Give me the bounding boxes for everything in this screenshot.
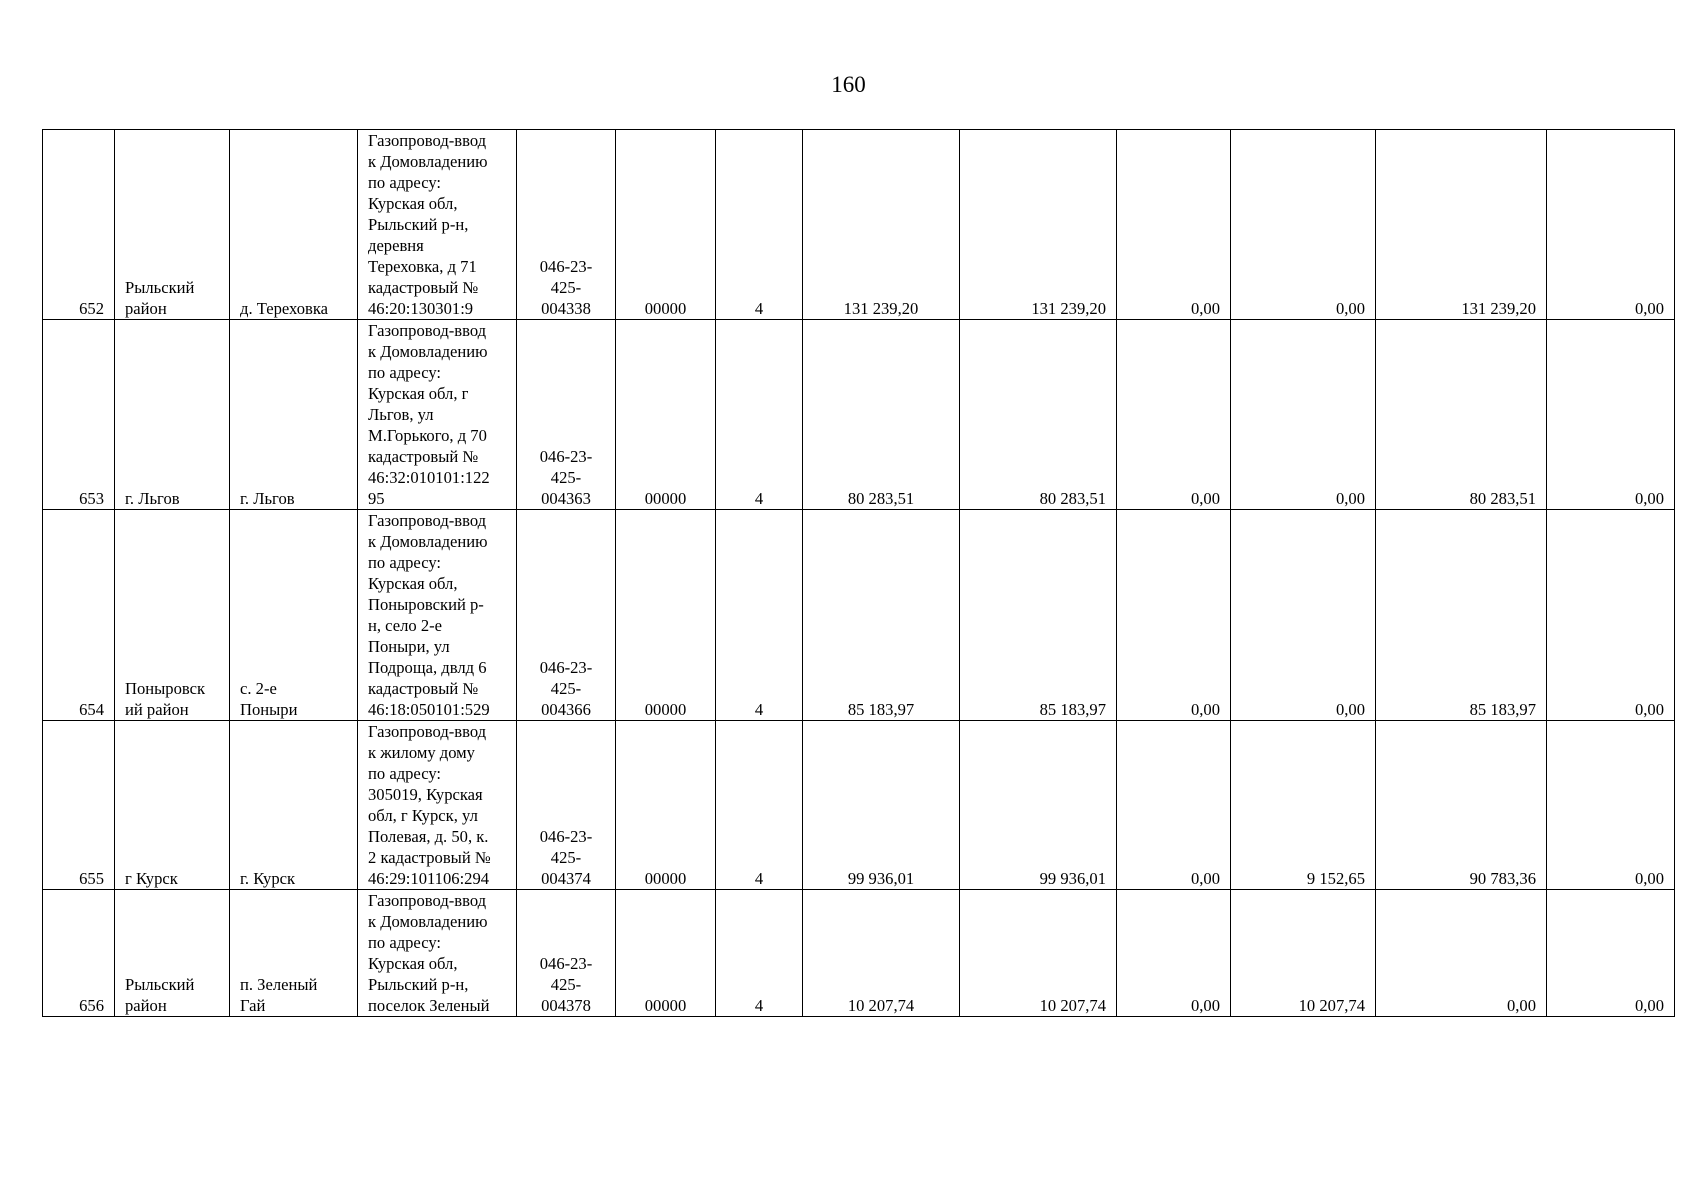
code-cell: 00000 [616, 130, 716, 320]
amount-4-cell: 10 207,74 [1231, 890, 1376, 1017]
amount-4-cell: 9 152,65 [1231, 721, 1376, 890]
amount-2-cell: 99 936,01 [960, 721, 1117, 890]
table-row [43, 721, 1675, 890]
inventory-number-cell: 046-23- 425- 004378 [517, 890, 616, 1017]
district-cell: г. Льгов [115, 320, 230, 510]
amount-3-cell: 0,00 [1117, 890, 1231, 1017]
amount-3-cell: 0,00 [1117, 721, 1231, 890]
table-row [43, 320, 1675, 510]
amount-total-cell: 85 183,97 [803, 510, 960, 721]
table-row [43, 510, 1675, 721]
settlement-cell: с. 2-е Поныри [230, 510, 358, 721]
group-cell: 4 [716, 320, 803, 510]
page-number: 160 [831, 72, 866, 97]
amount-total-cell: 99 936,01 [803, 721, 960, 890]
row-number: 656 [43, 890, 115, 1017]
group-cell: 4 [716, 130, 803, 320]
row-number: 655 [43, 721, 115, 890]
amount-3-cell: 0,00 [1117, 510, 1231, 721]
object-description-cell: Газопровод-ввод к жилому дому по адресу: 305019, Курская обл, г Курск, ул Полевая, д. 50, к. 2 кадастровый № 46:29:101106:294 [358, 721, 517, 890]
district-cell: Рыльский район [115, 130, 230, 320]
amount-5-cell: 80 283,51 [1376, 320, 1547, 510]
object-description-cell: Газопровод-ввод к Домовладению по адресу: Курская обл, Поныровский р- н, село 2-е Поныри, ул Подроща, двлд 6 кадастровый № 46:18:050101:529 [358, 510, 517, 721]
inventory-number-cell: 046-23- 425- 004374 [517, 721, 616, 890]
row-number: 654 [43, 510, 115, 721]
amount-5-cell: 90 783,36 [1376, 721, 1547, 890]
amount-5-cell: 131 239,20 [1376, 130, 1547, 320]
table-row [43, 890, 1675, 1017]
amount-total-cell: 131 239,20 [803, 130, 960, 320]
amount-6-cell: 0,00 [1547, 510, 1675, 721]
district-cell: Поныровск ий район [115, 510, 230, 721]
group-cell: 4 [716, 721, 803, 890]
inventory-number-cell: 046-23- 425- 004366 [517, 510, 616, 721]
district-cell: Рыльский район [115, 890, 230, 1017]
district-cell: г Курск [115, 721, 230, 890]
code-cell: 00000 [616, 510, 716, 721]
row-number: 652 [43, 130, 115, 320]
amount-5-cell: 0,00 [1376, 890, 1547, 1017]
code-cell: 00000 [616, 890, 716, 1017]
amount-6-cell: 0,00 [1547, 890, 1675, 1017]
amount-2-cell: 10 207,74 [960, 890, 1117, 1017]
object-description-cell: Газопровод-ввод к Домовладению по адресу: Курская обл, Рыльский р-н, деревня Тереховка, д 71 кадастровый № 46:20:130301:9 [358, 130, 517, 320]
amount-2-cell: 131 239,20 [960, 130, 1117, 320]
inventory-number-cell: 046-23- 425- 004363 [517, 320, 616, 510]
code-cell: 00000 [616, 320, 716, 510]
amount-4-cell: 0,00 [1231, 130, 1376, 320]
amount-2-cell: 85 183,97 [960, 510, 1117, 721]
amount-total-cell: 10 207,74 [803, 890, 960, 1017]
amount-4-cell: 0,00 [1231, 510, 1376, 721]
amount-3-cell: 0,00 [1117, 130, 1231, 320]
amount-2-cell: 80 283,51 [960, 320, 1117, 510]
code-cell: 00000 [616, 721, 716, 890]
inventory-number-cell: 046-23- 425- 004338 [517, 130, 616, 320]
amount-3-cell: 0,00 [1117, 320, 1231, 510]
group-cell: 4 [716, 510, 803, 721]
settlement-cell: г. Льгов [230, 320, 358, 510]
amount-6-cell: 0,00 [1547, 130, 1675, 320]
amount-6-cell: 0,00 [1547, 721, 1675, 890]
group-cell: 4 [716, 890, 803, 1017]
settlement-cell: г. Курск [230, 721, 358, 890]
row-number: 653 [43, 320, 115, 510]
amount-6-cell: 0,00 [1547, 320, 1675, 510]
amount-total-cell: 80 283,51 [803, 320, 960, 510]
amount-4-cell: 0,00 [1231, 320, 1376, 510]
amount-5-cell: 85 183,97 [1376, 510, 1547, 721]
object-description-cell: Газопровод-ввод к Домовладению по адресу: Курская обл, г Льгов, ул М.Горького, д 70 кадастровый № 46:32:010101:122 95 [358, 320, 517, 510]
table-row [43, 130, 1675, 320]
object-description-cell: Газопровод-ввод к Домовладению по адресу: Курская обл, Рыльский р-н, поселок Зеленый [358, 890, 517, 1017]
settlement-cell: п. Зеленый Гай [230, 890, 358, 1017]
asset-registry-table [42, 129, 1675, 1017]
settlement-cell: д. Тереховка [230, 130, 358, 320]
